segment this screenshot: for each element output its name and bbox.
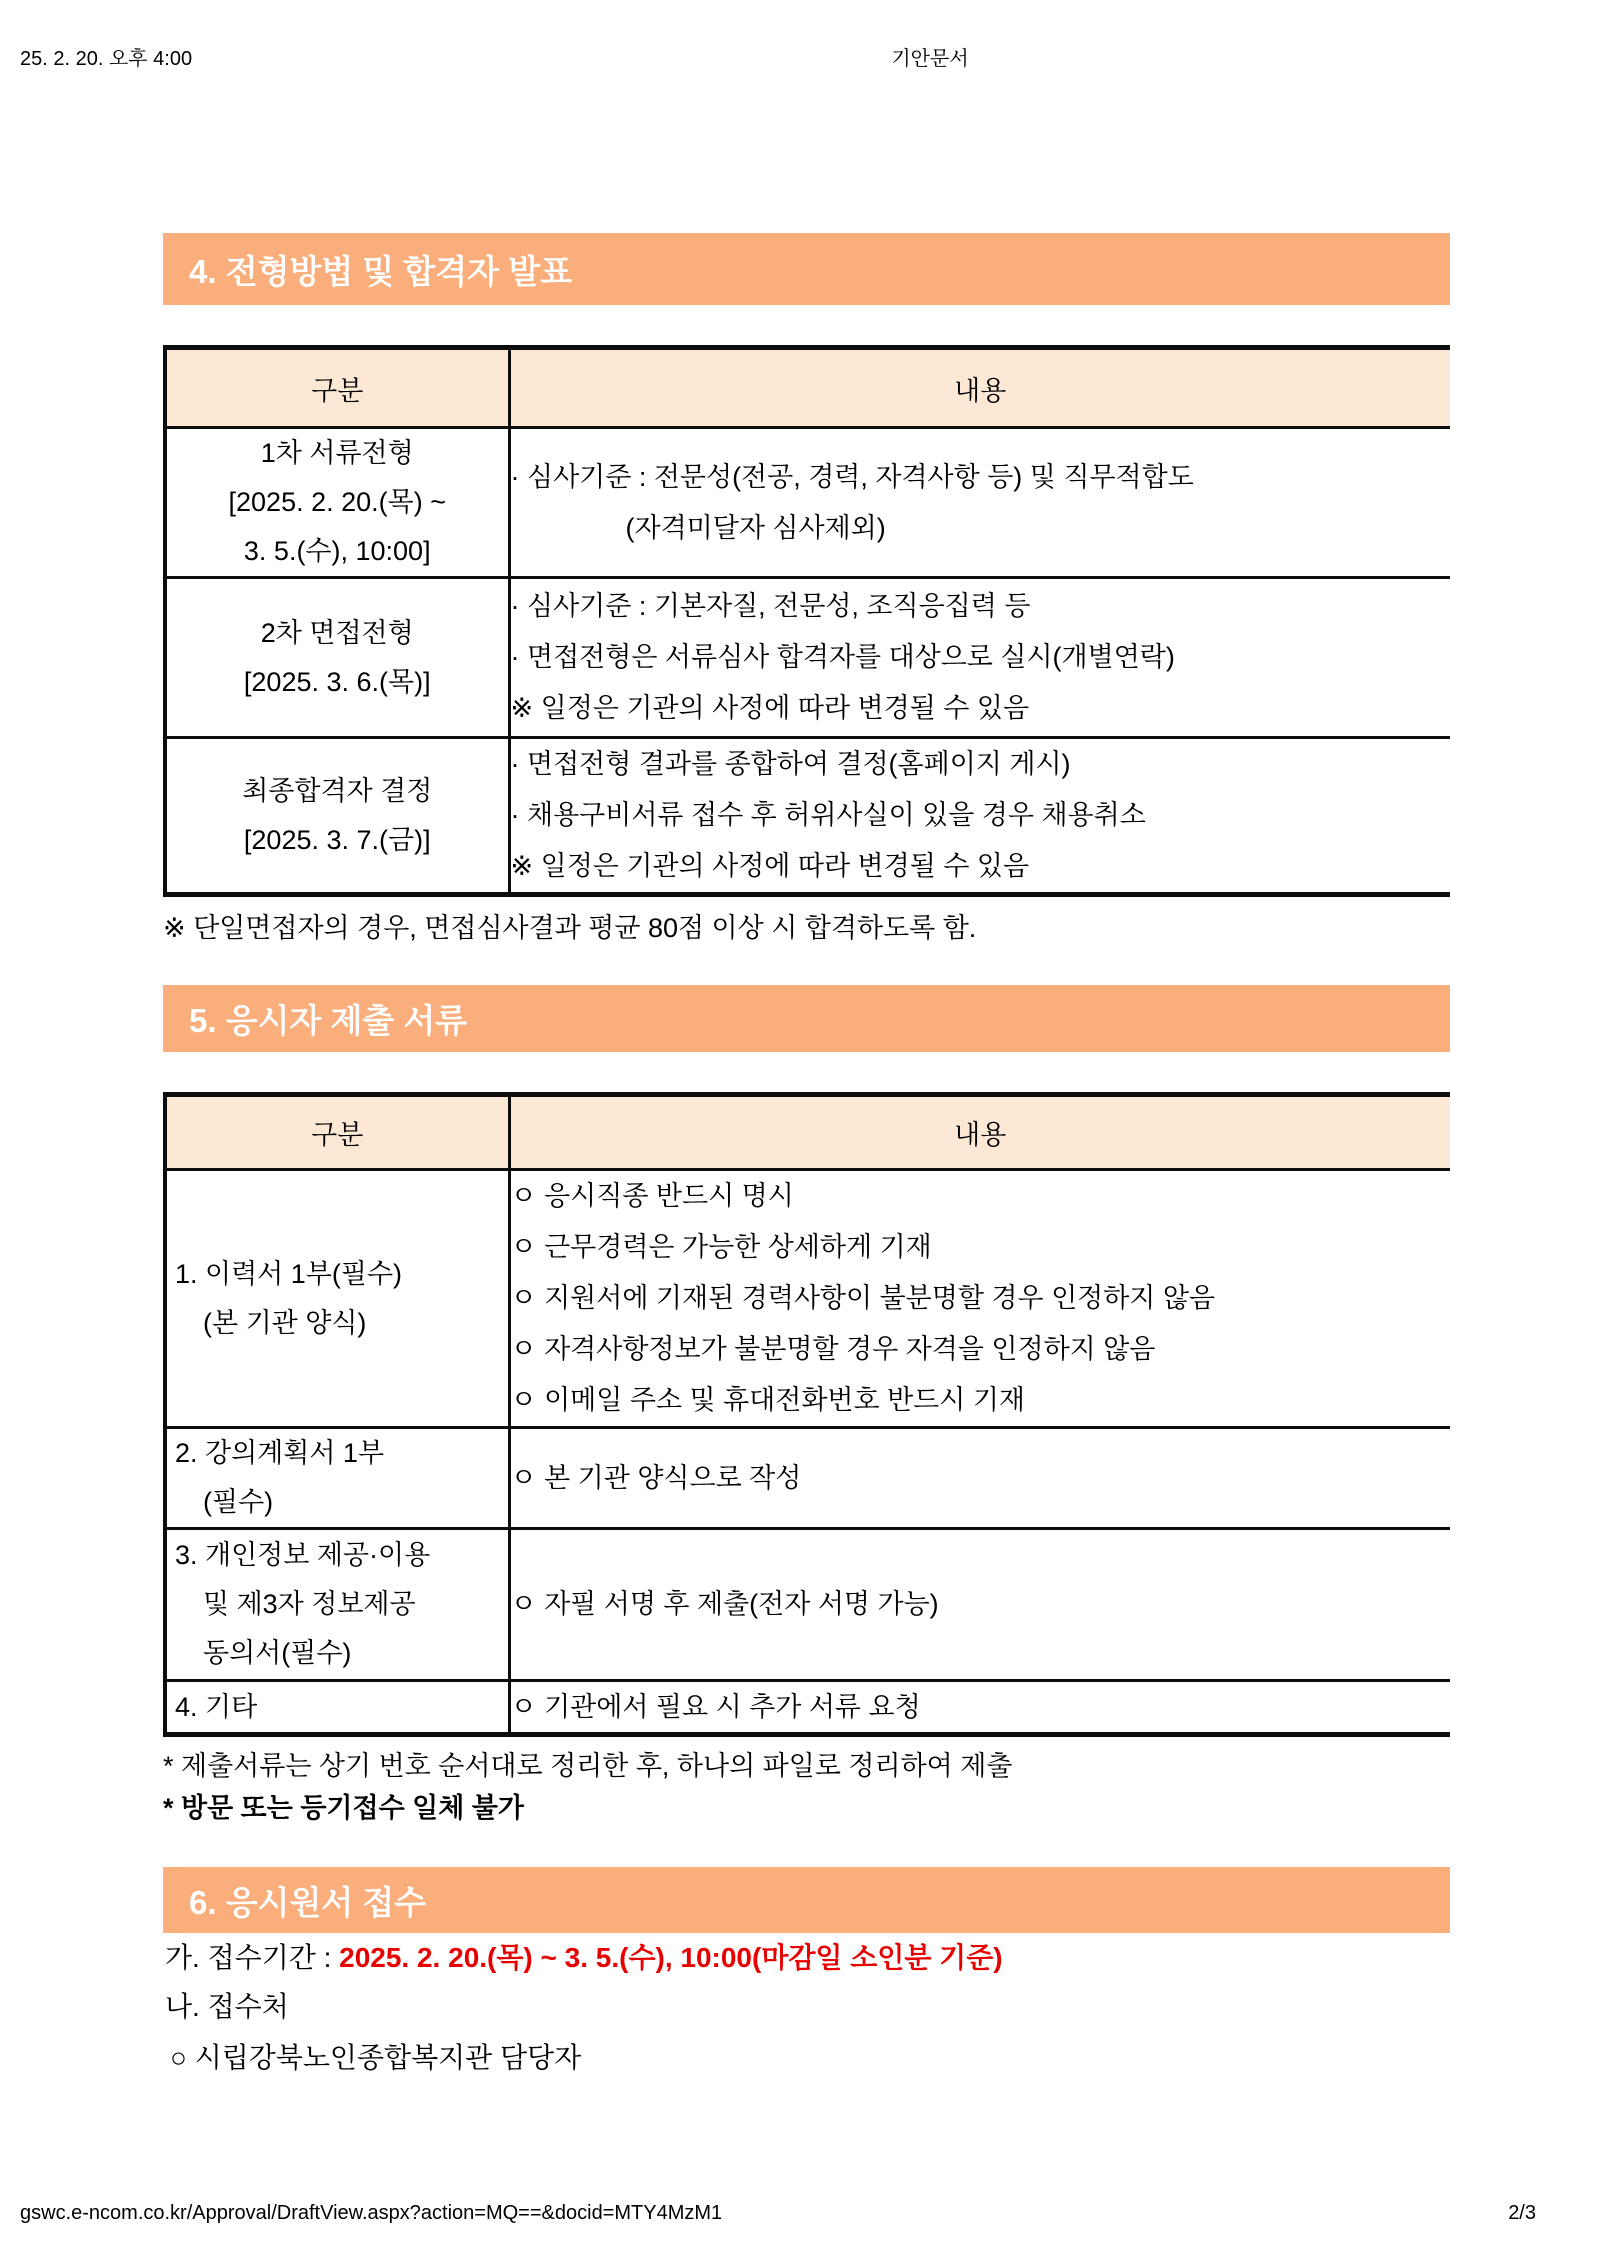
reception-desk-label: 나. 접수처	[165, 1991, 289, 2022]
section-5-footnote-1: * 제출서류는 상기 번호 순서대로 정리한 후, 하나의 파일로 정리하여 제출	[163, 1751, 1013, 1781]
category-cell: 4. 기타	[165, 1681, 509, 1735]
category-cell: 2. 강의계획서 1부 (필수)	[165, 1428, 509, 1529]
table-row	[165, 1681, 1450, 1735]
table-header-row	[165, 1095, 1450, 1170]
section-5-banner	[163, 985, 1450, 1052]
category-cell: 3. 개인정보 제공·이용 및 제3자 정보제공 동의서(필수)	[165, 1529, 509, 1681]
category-cell: 1. 이력서 1부(필수) (본 기관 양식)	[165, 1170, 509, 1428]
category-cell: 2차 면접전형 [2025. 3. 6.(목)]	[165, 578, 509, 738]
table-row	[165, 1428, 1450, 1529]
category-cell: 1차 서류전형 [2025. 2. 20.(목) ~ 3. 5.(수), 10:00]	[165, 428, 509, 578]
content-cell: ㅇ 기관에서 필요 시 추가 서류 요청	[509, 1681, 1450, 1735]
print-footer-page-number: 2/3	[1508, 2202, 1536, 2224]
column-header-content: 내용	[509, 348, 1450, 428]
print-header-title: 기안문서	[891, 48, 969, 70]
reception-desk-value: ○ 시립강북노인종합복지관 담당자	[170, 2042, 582, 2073]
print-footer-url: gswc.e-ncom.co.kr/Approval/DraftView.aspx?action=MQ==&docid=MTY4MzM1	[20, 2202, 723, 2224]
table-row	[165, 1529, 1450, 1681]
content-cell: ㅇ 자필 서명 후 제출(전자 서명 가능)	[509, 1529, 1450, 1681]
content-cell: · 면접전형 결과를 종합하여 결정(홈페이지 게시) · 채용구비서류 접수 후 허위사실이 있을 경우 채용취소 ※ 일정은 기관의 사정에 따라 변경될 수 있음	[509, 738, 1450, 895]
section-5-footnote-2: * 방문 또는 등기접수 일체 불가	[163, 1793, 524, 1823]
section-4-title: 4. 전형방법 및 합격자 발표	[189, 252, 572, 290]
column-header-category: 구분	[165, 1095, 509, 1170]
submission-documents-table	[163, 1092, 1450, 1737]
column-header-category: 구분	[165, 348, 509, 428]
print-header-datetime: 25. 2. 20. 오후 4:00	[20, 48, 193, 70]
column-header-content: 내용	[509, 1095, 1450, 1170]
section-6-title: 6. 응시원서 접수	[189, 1883, 427, 1921]
section-6-banner	[163, 1867, 1450, 1933]
application-period-value: 2025. 2. 20.(목) ~ 3. 5.(수), 10:00(마감일 소인분 기준)	[339, 1942, 1003, 1973]
section-4-banner	[163, 233, 1450, 305]
content-cell: · 심사기준 : 기본자질, 전문성, 조직응집력 등 · 면접전형은 서류심사 합격자를 대상으로 실시(개별연락) ※ 일정은 기관의 사정에 따라 변경될 수 있음	[509, 578, 1450, 738]
section-5-title: 5. 응시자 제출 서류	[189, 1002, 468, 1039]
table-header-row	[165, 348, 1450, 428]
table-row	[165, 1170, 1450, 1428]
application-period-label: 가. 접수기간 :	[165, 1942, 340, 1973]
content-cell: · 심사기준 : 전문성(전공, 경력, 자격사항 등) 및 직무적합도 (자격미달자 심사제외)	[509, 428, 1450, 578]
table-row	[165, 738, 1450, 895]
section-4-footnote: ※ 단일면접자의 경우, 면접심사결과 평균 80점 이상 시 합격하도록 함.	[163, 913, 977, 943]
selection-method-table	[163, 345, 1450, 897]
content-cell: ㅇ 응시직종 반드시 명시 ㅇ 근무경력은 가능한 상세하게 기재 ㅇ 지원서에 기재된 경력사항이 불분명할 경우 인정하지 않음 ㅇ 자격사항정보가 불분명할 경우 자격을 인정하지 않음 ㅇ 이메일 주소 및 휴대전화번호 반드시 기재	[509, 1170, 1450, 1428]
table-row	[165, 428, 1450, 578]
table-row	[165, 578, 1450, 738]
category-cell: 최종합격자 결정 [2025. 3. 7.(금)]	[165, 738, 509, 895]
application-period-line	[165, 1936, 1003, 1976]
content-cell: ㅇ 본 기관 양식으로 작성	[509, 1428, 1450, 1529]
